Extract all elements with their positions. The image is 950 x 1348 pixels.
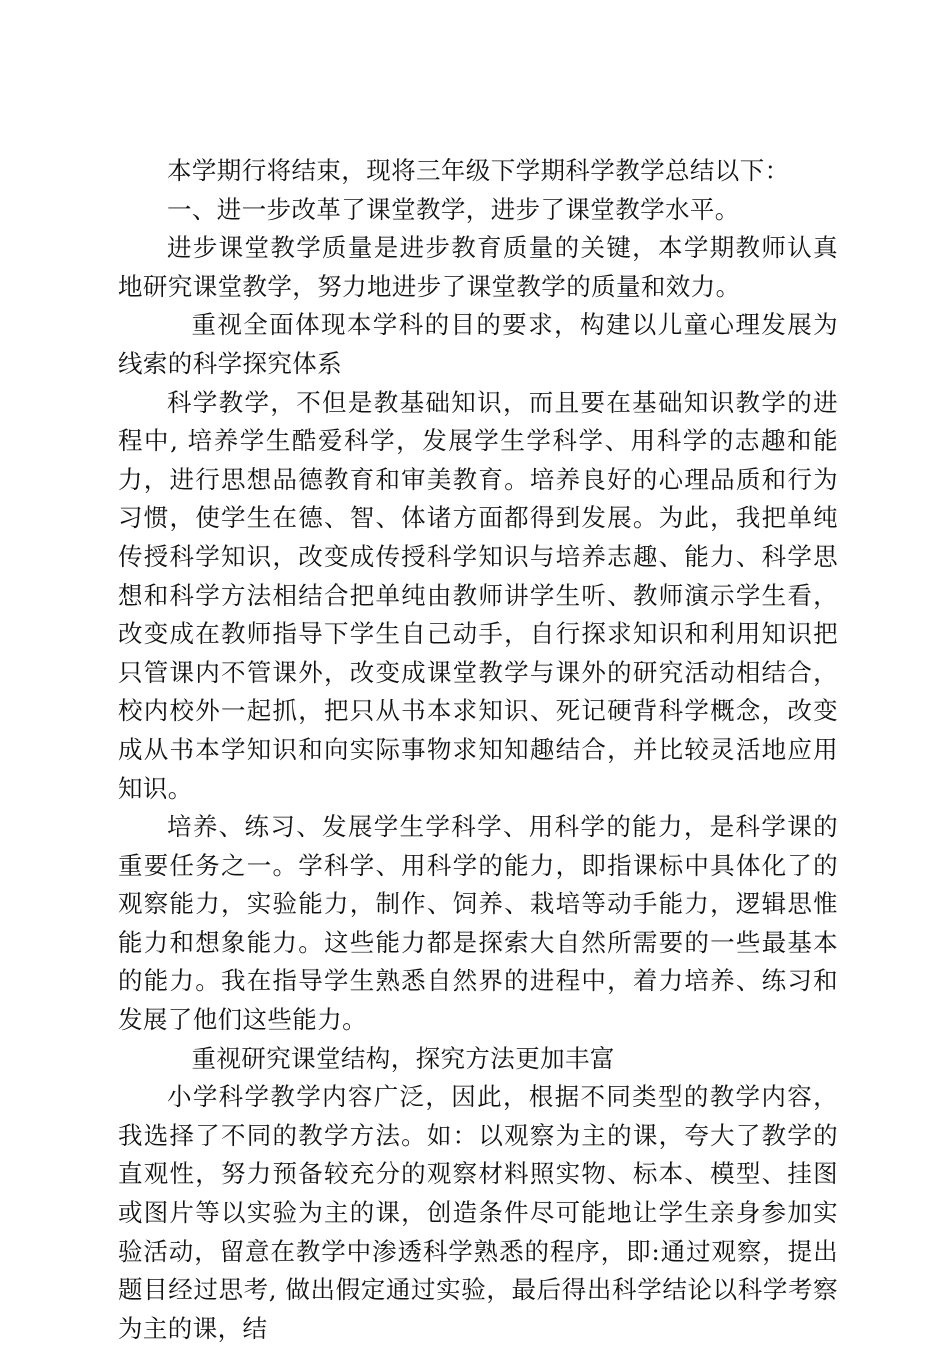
paragraph-classroom-quality: 进步课堂教学质量是进步教育质量的关键，本学期教师认真地研究课堂教学，努力地进步了课堂教学的质量和效力。	[118, 233, 838, 301]
paragraph-ability-training: 培养、练习、发展学生学科学、用科学的能力，是科学课的重要任务之一。学科学、用科学的能力，即指课标中具体化了的观察能力，实验能力，制作、饲养、栽培等动手能力，逻辑思惟能力和想象能力。这些能力都是探索大自然所需要的一些最基本的能力。我在指导学生熟悉自然界的进程中，着力培养、练习和发展了他们这些能力。	[118, 812, 838, 1035]
paragraph-intro: 本学期行将结束，现将三年级下学期科学教学总结以下：	[167, 156, 790, 185]
document-body	[118, 152, 838, 1348]
section-heading-one: 一、进一步改革了课堂教学，进步了课堂教学水平。	[167, 194, 740, 224]
paragraph-science-teaching: 科学教学，不但是教基础知识，而且要在基础知识教学的进程中, 培养学生酷爱科学，发展学生学科学、用科学的志趣和能力，进行思想品德教育和审美教育。培养良好的心理品质和行为习惯，使学生在德、智、体诸方面都得到发展。为此，我把单纯传授科学知识，改变成传授科学知识与培养志趣、能力、科学思想和科学方法相结合把单纯由教师讲学生听、教师演示学生看，改变成在教师指导下学生自己动手，自行探求知识和利用知识把只管课内不管课外，改变成课堂教学与课外的研究活动相结合，校内校外一起抓，把只从书本求知识、死记硬背科学概念，改变成从书本学知识和向实际事物求知知趣结合，并比较灵活地应用知识。	[118, 387, 838, 803]
subheading-class-structure: 重视研究课堂结构，探究方法更加丰富	[191, 1043, 615, 1073]
subheading-inquiry-system: 重视全面体现本学科的目的要求，构建以儿童心理发展为线索的科学探究体系	[118, 310, 838, 378]
paragraph-teaching-methods: 小学科学教学内容广泛，因此，根据不同类型的教学内容，我选择了不同的教学方法。如：以观察为主的课，夸大了教学的直观性，努力预备较充分的观察材料照实物、标本、模型、挂图或图片等以实验为主的课，创造条件尽可能地让学生亲身参加实验活动，留意在教学中渗透科学熟悉的程序，即:通过观察，提出题目经过思考, 做出假定通过实验，最后得出科学结论以科学考察为主的课，结	[118, 1082, 838, 1343]
